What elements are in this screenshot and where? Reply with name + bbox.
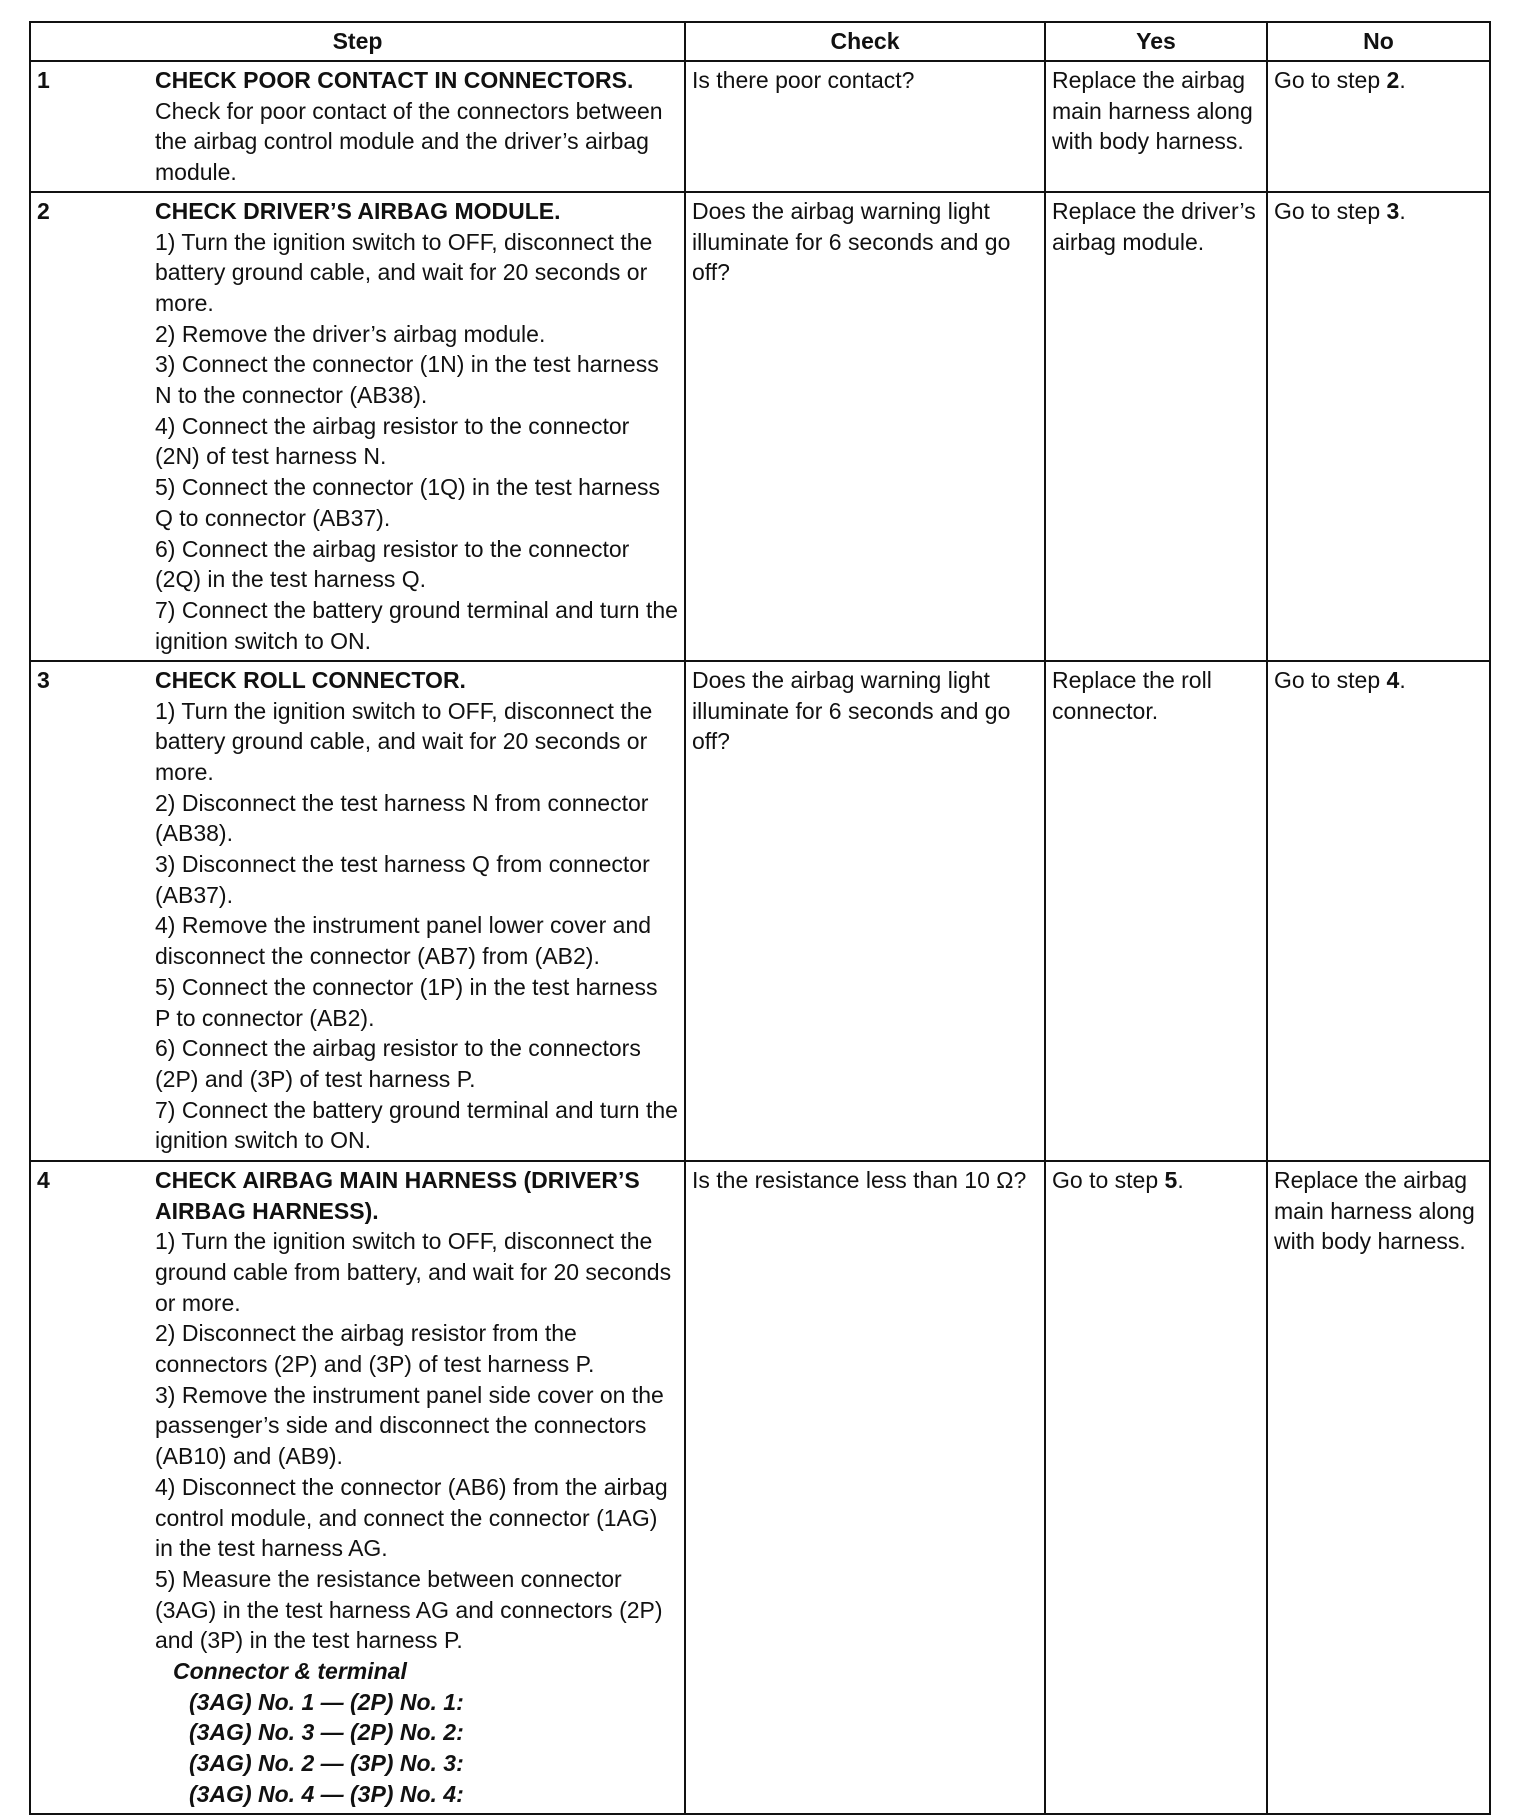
step-title: CHECK POOR CONTACT IN CONNECTORS. bbox=[155, 67, 634, 93]
diagnostic-table bbox=[29, 21, 1491, 1815]
step-instruction: 5) Connect the connector (1Q) in the test harness Q to connector (AB37). bbox=[155, 474, 660, 531]
header-no: No bbox=[1267, 22, 1490, 61]
step-title: CHECK DRIVER’S AIRBAG MODULE. bbox=[155, 197, 561, 224]
terminal-line: (3AG) No. 2 — (3P) No. 3: bbox=[189, 1750, 464, 1777]
table-row bbox=[30, 61, 1490, 192]
step-instruction: 5) Measure the resistance between connector (3AG) in the test harness AG and connectors (2P) and (3P) in the test harness P. bbox=[155, 1565, 663, 1654]
yes-suffix: . bbox=[1177, 1166, 1184, 1193]
terminal-line: (3AG) No. 3 — (2P) No. 2: bbox=[189, 1719, 464, 1746]
yes-cell: Replace the airbag main harness along with body harness. bbox=[1045, 61, 1267, 192]
no-cell bbox=[1267, 61, 1490, 192]
yes-cell bbox=[1045, 1161, 1267, 1814]
step-instruction: 2) Remove the driver’s airbag module. bbox=[155, 320, 546, 347]
no-cell bbox=[1267, 192, 1490, 661]
step-instruction: Check for poor contact of the connectors between the airbag control module and the driver’s airbag module. bbox=[155, 97, 663, 186]
check-cell: Does the airbag warning light illuminate for 6 seconds and go off? bbox=[685, 661, 1045, 1161]
step-number: 3 bbox=[37, 666, 50, 693]
terminal-line: (3AG) No. 1 — (2P) No. 1: bbox=[189, 1688, 464, 1715]
terminal-heading: Connector & terminal bbox=[173, 1658, 407, 1685]
step-title: CHECK AIRBAG MAIN HARNESS (DRIVER’S AIRBAG HARNESS). bbox=[155, 1166, 640, 1224]
no-suffix: . bbox=[1399, 666, 1406, 693]
check-cell: Is there poor contact? bbox=[685, 61, 1045, 192]
step-cell bbox=[30, 61, 685, 192]
step-instruction: 1) Turn the ignition switch to OFF, disconnect the ground cable from battery, and wait for 20 seconds or more. bbox=[155, 1228, 672, 1316]
yes-cell: Replace the driver’s airbag module. bbox=[1045, 192, 1267, 661]
yes-cell: Replace the roll connector. bbox=[1045, 661, 1267, 1161]
no-suffix: . bbox=[1399, 197, 1406, 224]
step-instruction: 1) Turn the ignition switch to OFF, disconnect the battery ground cable, and wait for 20 seconds or more. bbox=[155, 697, 653, 785]
step-instruction: 2) Disconnect the airbag resistor from the connectors (2P) and (3P) of test harness P. bbox=[155, 1320, 595, 1378]
table-row bbox=[30, 661, 1490, 1161]
step-instruction: 2) Disconnect the test harness N from connector (AB38). bbox=[155, 789, 649, 847]
step-instruction: 4) Remove the instrument panel lower cover and disconnect the connector (AB7) from (AB2). bbox=[155, 912, 652, 970]
step-cell bbox=[30, 1161, 685, 1814]
step-instruction: 5) Connect the connector (1P) in the test harness P to connector (AB2). bbox=[155, 973, 658, 1031]
step-instruction: 7) Connect the battery ground terminal and turn the ignition switch to ON. bbox=[155, 1096, 678, 1154]
table-row bbox=[30, 1161, 1490, 1814]
no-suffix: . bbox=[1399, 67, 1406, 93]
no-step-number: 3 bbox=[1386, 197, 1400, 224]
no-prefix: Go to step bbox=[1274, 67, 1387, 93]
step-instruction: 3) Remove the instrument panel side cover on the passenger’s side and disconnect the connectors (AB10) and (AB9). bbox=[155, 1381, 664, 1470]
step-title: CHECK ROLL CONNECTOR. bbox=[155, 666, 466, 693]
yes-step-number: 5 bbox=[1164, 1166, 1178, 1193]
no-step-number: 4 bbox=[1386, 666, 1400, 693]
step-instruction: 3) Connect the connector (1N) in the test harness N to the connector (AB38). bbox=[155, 351, 659, 409]
header-step: Step bbox=[30, 22, 685, 61]
step-instruction: 1) Turn the ignition switch to OFF, disconnect the battery ground cable, and wait for 20 seconds or more. bbox=[155, 228, 653, 316]
header-check: Check bbox=[685, 22, 1045, 61]
step-instruction: 4) Connect the airbag resistor to the connector (2N) of test harness N. bbox=[155, 412, 630, 470]
step-instruction: 7) Connect the battery ground terminal and turn the ignition switch to ON. bbox=[155, 596, 678, 654]
step-number: 4 bbox=[37, 1166, 50, 1193]
yes-prefix: Go to step bbox=[1052, 1166, 1165, 1193]
step-instruction: 4) Disconnect the connector (AB6) from the airbag control module, and connect the connector (1AG) in the test harness AG. bbox=[155, 1473, 668, 1562]
step-cell bbox=[30, 661, 685, 1161]
check-cell: Is the resistance less than 10 Ω? bbox=[685, 1161, 1045, 1814]
step-number: 2 bbox=[37, 197, 50, 224]
no-cell: Replace the airbag main harness along with body harness. bbox=[1267, 1161, 1490, 1814]
step-cell bbox=[30, 192, 685, 661]
header-yes: Yes bbox=[1045, 22, 1267, 61]
check-cell: Does the airbag warning light illuminate for 6 seconds and go off? bbox=[685, 192, 1045, 661]
no-step-number: 2 bbox=[1386, 67, 1400, 93]
header-row bbox=[30, 22, 1490, 61]
step-number: 1 bbox=[37, 67, 50, 93]
step-instruction: 6) Connect the airbag resistor to the connectors (2P) and (3P) of test harness P. bbox=[155, 1035, 641, 1092]
no-prefix: Go to step bbox=[1274, 666, 1387, 693]
step-instruction: 3) Disconnect the test harness Q from connector (AB37). bbox=[155, 851, 650, 908]
step-instruction: 6) Connect the airbag resistor to the connector (2Q) in the test harness Q. bbox=[155, 535, 630, 593]
terminal-line: (3AG) No. 4 — (3P) No. 4: bbox=[189, 1780, 464, 1807]
table-row bbox=[30, 192, 1490, 661]
no-prefix: Go to step bbox=[1274, 197, 1387, 224]
no-cell bbox=[1267, 661, 1490, 1161]
